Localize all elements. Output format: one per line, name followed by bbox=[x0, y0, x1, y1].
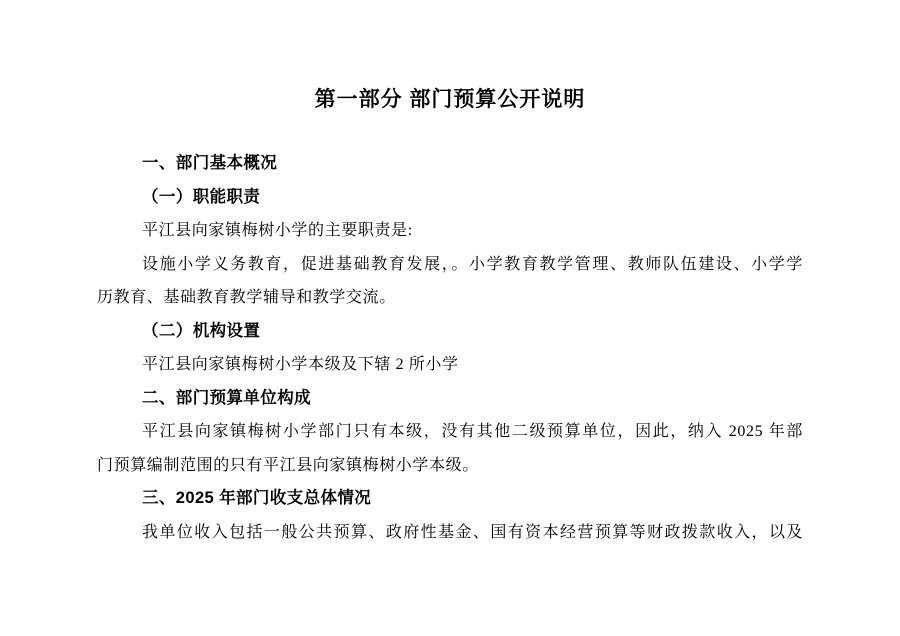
section-3-heading: 三、2025 年部门收支总体情况 bbox=[142, 489, 372, 507]
section-1-1-heading: （一）职能职责 bbox=[142, 187, 261, 206]
section-2-heading: 二、部门预算单位构成 bbox=[142, 388, 311, 407]
paragraph-line-units-2: 门预算编制范围的只有平江县向家镇梅树小学本级。 bbox=[97, 456, 479, 474]
paragraph-line-income-1: 我单位收入包括一般公共预算、政府性基金、国有资本经营预算等财政拨款收入，以及 bbox=[142, 523, 803, 541]
paragraph-line-duties-1: 设施小学义务教育，促进基础教育发展，。小学教育教学管理、教师队伍建设、小学学 bbox=[142, 255, 803, 273]
document-body bbox=[97, 147, 803, 549]
section-1-heading: 一、部门基本概况 bbox=[142, 154, 278, 172]
document-title: 第一部分 部门预算公开说明 bbox=[314, 88, 586, 111]
section-1-2-heading: （二）机构设置 bbox=[142, 321, 261, 340]
paragraph-line-duties-intro: 平江县向家镇梅树小学的主要职责是: bbox=[142, 222, 413, 239]
paragraph-line-units-1: 平江县向家镇梅树小学部门只有本级，没有其他二级预算单位，因此，纳入 2025 年部 bbox=[142, 423, 803, 440]
paragraph-line-structure: 平江县向家镇梅树小学本级及下辖 2 所小学 bbox=[142, 356, 459, 373]
paragraph-line-duties-2: 历教育、基础教育教学辅导和教学交流。 bbox=[97, 289, 396, 306]
